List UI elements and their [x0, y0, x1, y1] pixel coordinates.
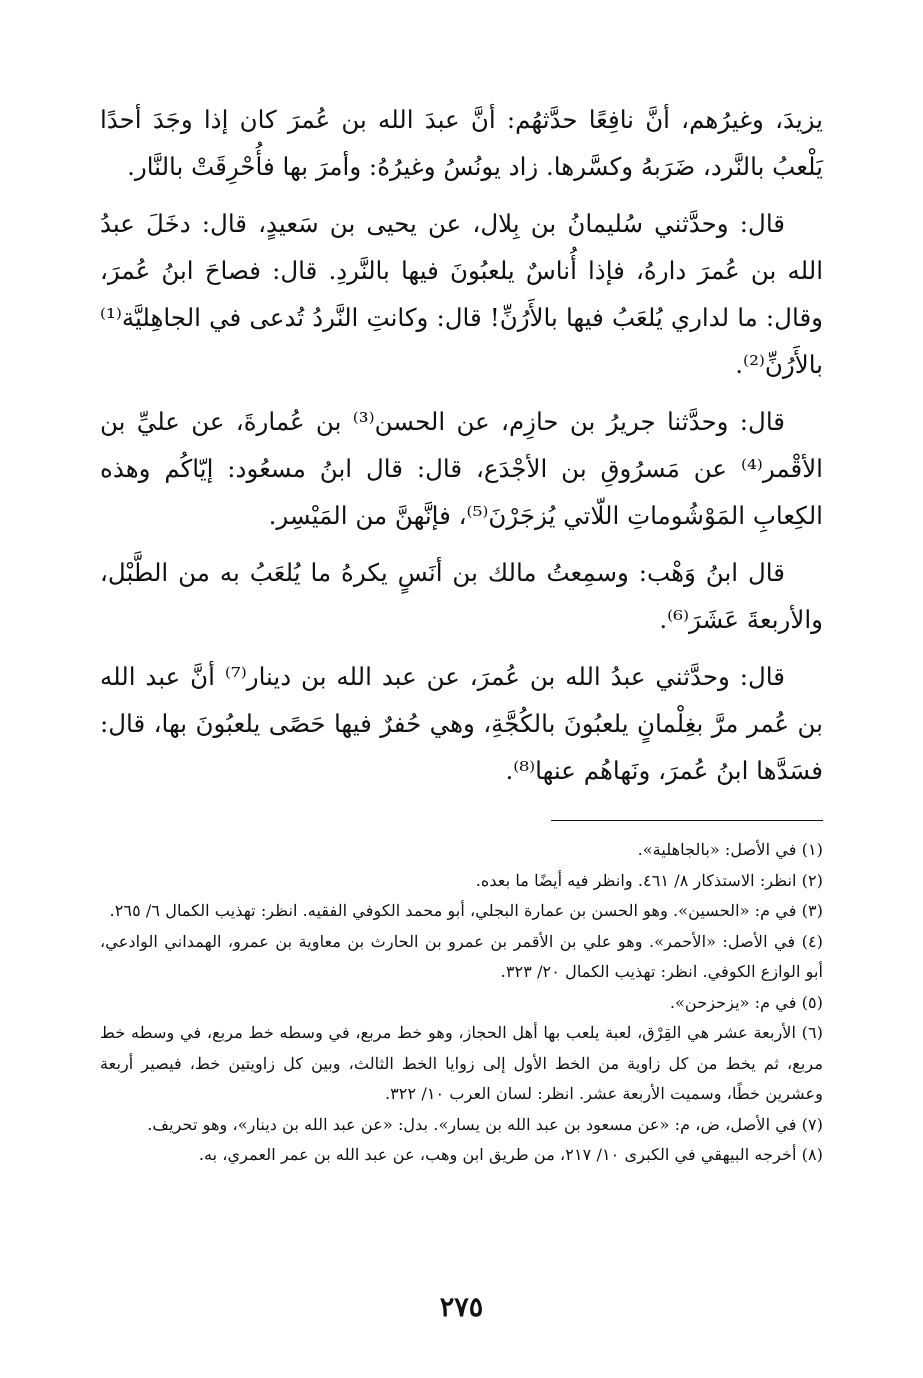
footnote-8: (٨) أخرجه البيهقي في الكبرى ١٠/ ٢١٧، من طريق ابن وهب، عن عبد الله بن عمر العمري، به. [198, 1145, 823, 1164]
footnote-7: (٧) في الأصل، ض، م: «عن مسعود بن عبد الله بن يسار». بدل: «عن عبد الله بن دينار»، وهو تحريف. [147, 1114, 823, 1134]
main-paragraph: قال: وحدَّثني سُليمانُ بن بِلال، عن يحيى بن سَعيدٍ، قال: دخَلَ عبدُ الله بن عُمرَ دارهُ، فإذا أُناسٌ يلعبُونَ فيها بالنَّردِ. قال: فصاحَ ابنُ عُمرَ، وقال: ما لداري يُلعَبُ فيها بالأَرُنِّ! قال: وكانتِ النَّردُ تُدعى في الجاهِليَّة⁽¹⁾ بالأَرُنِّ⁽²⁾. [100, 209, 823, 379]
footnote-2: (٢) انظر: الاستذكار ٨/ ٤٦١. وانظر فيه أيضًا ما بعده. [475, 870, 823, 890]
footnote-4: (٤) في الأصل: «الأحمر». وهو علي بن الأقمر بن عمرو بن الحارث بن معاوية بن عمرو، الهمداني الوادعي، أبو الوازع الكوفي. انظر: تهذيب الكمال ٢٠/ ٣٢٣. [100, 931, 823, 981]
footnote-separator [551, 820, 823, 821]
footnotes [100, 835, 823, 1171]
main-paragraph: قال ابنُ وَهْب: وسمِعتُ مالك بن أنَسٍ يكرهُ ما يُلعَبُ به من الطَّبْل، والأربعةَ عَشَرَ⁽⁶⁾. [100, 558, 823, 634]
footnote-5: (٥) في م: «يزحزحن». [669, 992, 823, 1012]
main-paragraph: قال: وحدَّثني عبدُ الله بن عُمرَ، عن عبد الله بن دينار⁽⁷⁾ أنَّ عبد الله بن عُمر مرَّ بغِلْمانٍ يلعبُونَ بالكُجَّةِ، وهي حُفرٌ فيها حَصًى يلعبُونَ بها، قال: فسَدَّها ابنُ عُمرَ، ونَهاهُم عنها⁽⁸⁾. [100, 662, 823, 785]
footnote-6: (٦) الأربعة عشر هي القِرْق، لعبة يلعب بها أهل الحجاز، وهو خط مربع، في وسطه خط مربع، في وسطه خط مربع، ثم يخط من كل زاوية من الخط الأول إلى زوايا الخط الثالث، وبين كل زاويتين خط، فيصير أربعة وعشرين خطًا، وسميت الأربعة عشر. انظر: لسان العرب ١٠/ ٣٢٢. [100, 1023, 823, 1103]
footnote-3: (٣) في م: «الحسين». وهو الحسن بن عمارة البجلي، أبو محمد الكوفي الفقيه. انظر: تهذيب الكمال ٦/ ٢٦٥. [109, 901, 823, 920]
page-number: ٢٧٥ [439, 1292, 484, 1323]
main-paragraph: يزيدَ، وغيرُهم، أنَّ نافِعًا حدَّثهُم: أنَّ عبدَ الله بن عُمرَ كان إذا وجَدَ أحدًا يَلْعبُ بالنَّرد، ضَرَبهُ وكسَّرها. زاد يونُسُ وغيرُهُ: وأمرَ بها فأُحْرِقَتْ بالنَّار. [100, 105, 823, 181]
main-text [100, 96, 823, 794]
footnote-1: (١) في الأصل: «بالجاهلية». [637, 840, 823, 859]
main-paragraph: قال: وحدَّثنا جريرُ بن حازِم، عن الحسن⁽³⁾ بن عُمارةَ، عن عليِّ بن الأقْمر⁽⁴⁾ عن مَسرُوقِ بن الأجْدَع، قال: قال ابنُ مسعُود: إيّاكُم وهذه الكِعابِ المَوْشُوماتِ اللّاتي يُزجَرْنَ⁽⁵⁾، فإنَّهنَّ من المَيْسِر. [100, 407, 823, 530]
